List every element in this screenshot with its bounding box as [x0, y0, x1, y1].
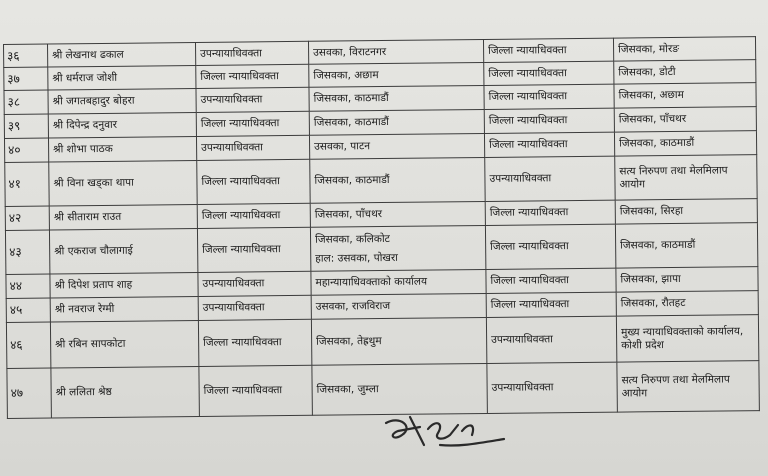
new-post: उपन्यायाधिवक्ता [486, 316, 616, 363]
current-post: जिल्ला न्यायाधिवक्ता [196, 64, 309, 88]
current-post: उपन्यायाधिवक्ता [198, 271, 311, 296]
employee-name: श्री विना खड्का थापा [49, 160, 197, 206]
current-office: उसवका, राजविराज [311, 293, 486, 319]
row-number: ४२ [5, 206, 49, 230]
current-office: जिसवका, अछाम [309, 62, 484, 87]
current-office: जिसवका, जुम्ला [312, 363, 488, 415]
employee-name: श्री नवराज रेग्मी [50, 296, 198, 322]
employee-name: श्री धर्मराज जोशी [48, 65, 196, 90]
employee-name: श्री लेखनाथ ढकाल [48, 42, 196, 67]
new-post: जिल्ला न्यायाधिवक्ता [484, 108, 614, 133]
row-number: ४७ [7, 368, 52, 418]
table-row [5, 155, 757, 207]
new-post: जिल्ला न्यायाधिवक्ता [486, 268, 616, 293]
employee-name: श्री ललिता श्रेष्ठ [51, 366, 200, 418]
new-office: जिसवका, झापा [616, 267, 758, 292]
row-number: ४४ [6, 274, 50, 298]
current-office-note: हाल: उसवका, पोखरा [315, 251, 399, 265]
employee-name: श्री दिपेश प्रताप शाह [50, 272, 198, 298]
new-post: जिल्ला न्यायाधिवक्ता [484, 84, 614, 109]
current-office: जिसवका, पाँचथर [310, 201, 485, 227]
row-number: ४० [4, 138, 48, 162]
current-post: उपन्यायाधिवक्ता [195, 41, 308, 65]
row-number: ४५ [6, 298, 50, 322]
new-office: जिसवका, डोटी [614, 60, 756, 84]
new-post: जिल्ला न्यायाधिवक्ता [485, 224, 615, 269]
employee-name: श्री सीताराम राउत [49, 204, 197, 230]
row-number: ३८ [4, 90, 48, 114]
employee-name: श्री एकराज चौलागाई [49, 228, 197, 274]
new-post: जिल्ला न्यायाधिवक्ता [483, 38, 613, 62]
new-office: जिसवका, काठमाडौं [615, 223, 757, 268]
current-office: जिसवका, काठमाडौं [309, 85, 484, 111]
current-office: महान्यायाधिवक्ताको कार्यालय [311, 269, 486, 295]
new-post: उपन्यायाधिवक्ता [487, 362, 618, 413]
current-post: जिल्ला न्यायाधिवक्ता [198, 319, 311, 366]
signature-mark [380, 405, 510, 455]
new-office: सत्य निरुपण तथा मेलमिलाप आयोग [615, 155, 757, 200]
row-number: ४६ [6, 322, 50, 368]
new-office: मुख्य न्यायाधिवक्ताको कार्यालय, कोशी प्रदेश [616, 315, 758, 362]
current-post: जिल्ला न्यायाधिवक्ता [197, 227, 310, 272]
current-post: उपन्यायाधिवक्ता [198, 295, 311, 320]
row-number: ३६ [4, 44, 48, 67]
row-number: ४१ [5, 162, 49, 206]
current-office: उसवका, पाटन [309, 133, 484, 159]
new-office: जिसवका, सिरहा [615, 199, 757, 224]
row-number: ४३ [5, 230, 49, 274]
new-office: सत्य निरुपण तथा मेलमिलाप आयोग [617, 361, 760, 412]
employee-name: श्री रबिन सापकोटा [50, 320, 198, 368]
row-number: ३७ [4, 67, 48, 90]
new-office: जिसवका, पाँचथर [614, 107, 756, 132]
new-post: जिल्ला न्यायाधिवक्ता [484, 132, 614, 157]
current-office: जिसवका, तेह्रथुम [311, 317, 486, 365]
employee-name: श्री जगतबहादुर बोहरा [48, 88, 196, 114]
transfer-table [3, 36, 760, 419]
new-office: जिसवका, रौतहट [616, 291, 758, 316]
current-post: जिल्ला न्यायाधिवक्ता [197, 203, 310, 228]
new-office: जिसवका, अछाम [614, 83, 756, 108]
new-post: जिल्ला न्यायाधिवक्ता [484, 61, 614, 85]
current-post: जिल्ला न्यायाधिवक्ता [199, 365, 313, 416]
current-office [310, 225, 485, 271]
current-office: जिसवका, काठमाडौं [309, 109, 484, 135]
current-office: उसवका, विराटनगर [308, 39, 483, 64]
new-office: जिसवका, काठमाडौं [614, 131, 756, 156]
new-post: जिल्ला न्यायाधिवक्ता [486, 292, 616, 317]
table-row [5, 223, 757, 275]
new-post: उपन्यायाधिवक्ता [485, 156, 615, 201]
employee-name: श्री दिपेन्द्र दनुवार [48, 112, 196, 138]
current-post: उपन्यायाधिवक्ता [196, 135, 309, 160]
employee-name: श्री शोभा पाठक [48, 136, 196, 162]
current-office-line: जिसवका, कलिकोट [314, 232, 391, 246]
current-post: जिल्ला न्यायाधिवक्ता [197, 159, 310, 204]
new-post: जिल्ला न्यायाधिवक्ता [485, 200, 615, 225]
current-post: जिल्ला न्यायाधिवक्ता [196, 111, 309, 136]
current-office: जिसवका, काठमाडौं [310, 157, 485, 203]
row-number: ३९ [4, 114, 48, 138]
current-post: उपन्यायाधिवक्ता [196, 87, 309, 112]
new-office: जिसवका, मोरङ [613, 37, 755, 61]
table-row [6, 315, 758, 369]
